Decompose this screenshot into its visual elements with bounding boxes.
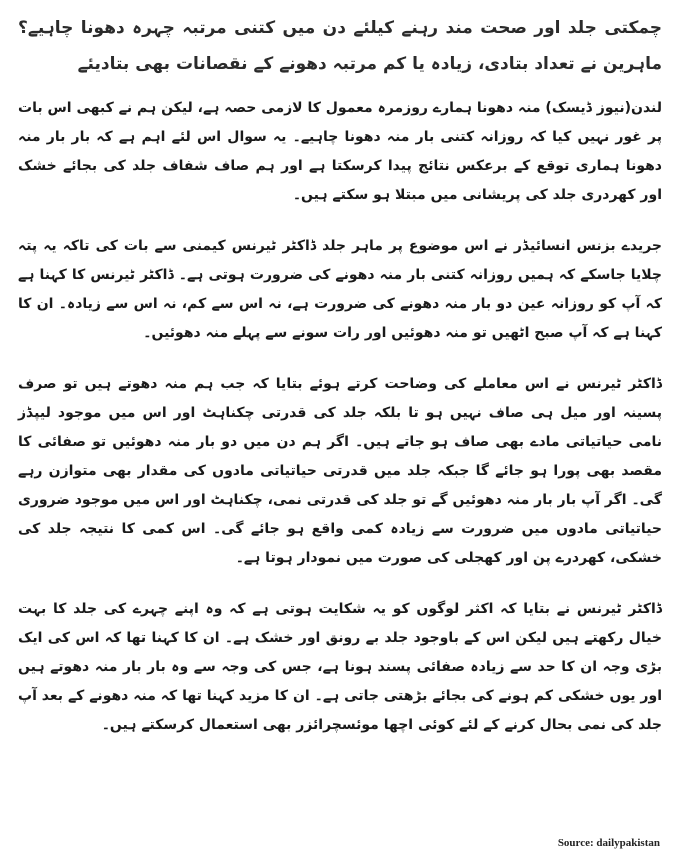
article-paragraph: ڈاکٹر ٹیرنس نے بتایا کہ اکثر لوگوں کو یہ شکایت ہوتی ہے کہ وہ اپنے چہرے کی جلد کا بہت خیال رکھتے ہیں لیکن اس کے باوجود جلد بے رونق اور خشک ہے۔ ان کا کہنا تھا کہ اس کی ایک بڑی وجہ ان کا حد سے زیادہ صفائی پسند ہونا ہے، جس کی وجہ سے وہ بار بار منہ دھوتے ہیں اور یوں خشکی کم ہونے کی بجائے بڑھتی جاتی ہے۔ ان کا مزید کہنا تھا کہ منہ دھونے کے بعد آپ جلد کی نمی بحال کرنے کے لئے کوئی اچھا موئسچرائزر بھی استعمال کرسکتے ہیں۔ (18, 601, 662, 733)
source-credit: Source: dailypakistan (557, 837, 660, 849)
article-paragraph: لندن(نیوز ڈیسک) منہ دھونا ہمارے روزمرہ معمول کا لازمی حصہ ہے، لیکن ہم نے کبھی اس بات پر غور نہیں کیا کہ روزانہ کتنی بار منہ دھونا چاہیے۔ یہ سوال اس لئے اہم ہے کہ بار بار منہ دھونا ہماری توقع کے برعکس نتائج پیدا کرسکتا ہے اور ہم صاف شفاف جلد کی بجائے خشک اور کھردری جلد کی پریشانی میں مبتلا ہو سکتے ہیں۔ (18, 100, 662, 203)
article-body (18, 10, 662, 762)
article-paragraph: ڈاکٹر ٹیرنس نے اس معاملے کی وضاحت کرتے ہوئے بتایا کہ جب ہم منہ دھوتے ہیں تو صرف پسینہ اور میل ہی صاف نہیں ہو تا بلکہ جلد کی قدرتی چکناہٹ اور اس میں موجود لیپڈز نامی حیاتیاتی مادے بھی صاف ہو جاتے ہیں۔ اگر ہم دن میں دو بار منہ دھوئیں تو صفائی کا مقصد بھی پورا ہو جائے گا جبکہ جلد میں قدرتی حیاتیاتی مادوں کی مقدار بھی متوازن رہے گی۔ اگر آپ بار بار منہ دھوئیں گے تو جلد کی قدرتی نمی، چکناہٹ اور اس میں موجود ضروری حیاتیاتی مادوں میں ضرورت سے زیادہ کمی واقع ہو جائے گی۔ اس کمی کا نتیجہ جلد کی خشکی، کھردرے پن اور کھجلی کی صورت میں نمودار ہوتا ہے۔ (18, 376, 662, 566)
article-paragraph: جریدے بزنس انسائیڈر نے اس موضوع پر ماہر جلد ڈاکٹر ٹیرنس کیمنی سے بات کی تاکہ یہ پتہ چلایا جاسکے کہ ہمیں روزانہ کتنی بار منہ دھونے کی ضرورت ہوتی ہے۔ ڈاکٹر ٹیرنس کا کہنا ہے کہ آپ کو روزانہ عین دو بار منہ دھونے کی ضرورت ہے، نہ اس سے کم، نہ اس سے زیادہ۔ ان کا کہنا ہے کہ آپ صبح اٹھیں تو منہ دھوئیں اور رات سونے سے پہلے منہ دھوئیں۔ (18, 238, 662, 341)
article-headline: چمکتی جلد اور صحت مند رہنے کیلئے دن میں کتنی مرتبہ چہرہ دھونا چاہیے؟ ماہرین نے تعداد بتادی، زیادہ یا کم مرتبہ دھونے کے نقصانات بھی بتادیئے (18, 18, 662, 74)
